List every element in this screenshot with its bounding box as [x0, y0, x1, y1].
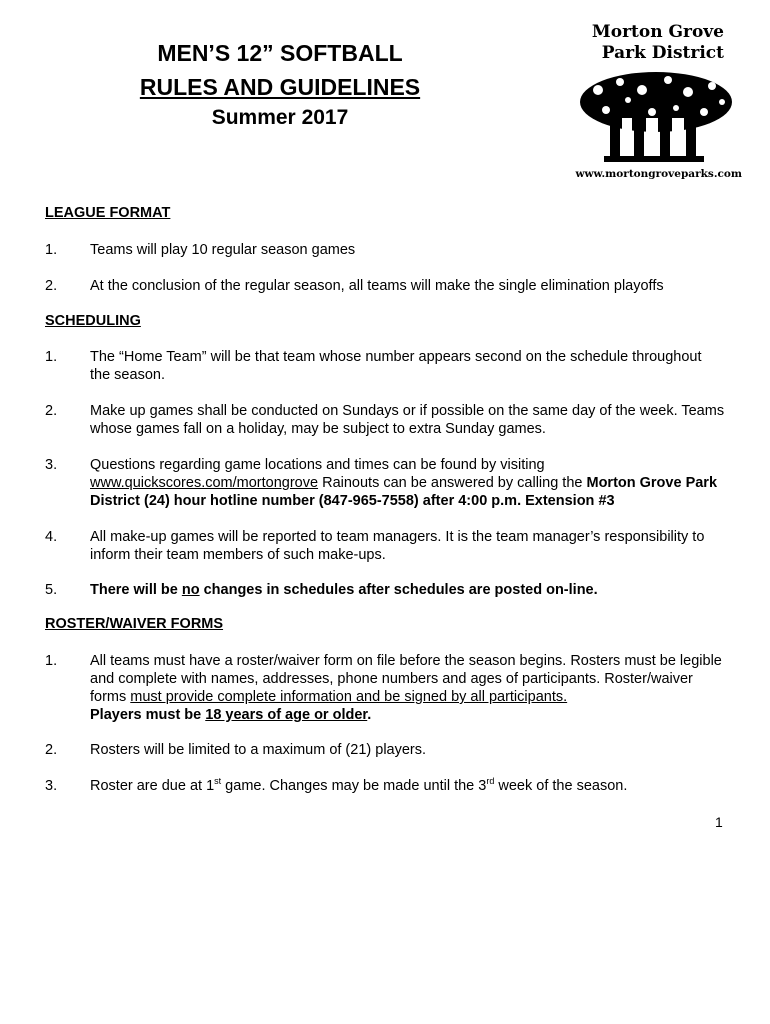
list-item [45, 456, 725, 510]
item-text-part: changes in schedules after schedules are posted on-line. [199, 582, 598, 598]
list-item [45, 277, 725, 295]
item-number: 3. [45, 778, 58, 794]
item-text-part: Roster are due at 1 [90, 778, 215, 794]
list-item [45, 348, 725, 384]
trees-icon [576, 68, 736, 164]
item-text: All make-up games will be reported to team managers. It is the team manager’s responsibility to inform their team members of such make-ups. [90, 529, 705, 563]
item-text [90, 777, 725, 795]
item-number: 3. [45, 457, 58, 473]
list-item [45, 402, 725, 438]
list-item [45, 528, 725, 564]
item-text-part: game. Changes may be made until the 3 [221, 778, 487, 794]
item-text [90, 581, 725, 599]
item-number: 2. [45, 742, 58, 758]
item-text-part: Players must be [90, 707, 206, 723]
item-text: Rosters will be limited to a maximum of (21) players. [90, 742, 427, 758]
hotline-info: Morton Grove Park District (24) hour hotline number (847-965-7558) after 4:00 p.m. Extension #3 [90, 475, 718, 509]
list-item [45, 777, 725, 795]
list-item [45, 652, 725, 724]
item-text [90, 456, 725, 510]
section-heading-scheduling: SCHEDULING [45, 313, 141, 329]
section-heading-roster-waiver: ROSTER/WAIVER FORMS [45, 616, 224, 632]
item-text-part: Questions regarding game locations and times can be found by visiting [90, 457, 545, 473]
document-title: MEN’S 12” SOFTBALL [157, 40, 403, 66]
item-number: 1. [45, 653, 58, 669]
item-text-part: There will be [90, 582, 182, 598]
item-text-part: All teams must have a roster/waiver form on file before the season begins. Rosters must be legible and complete with names, addresses, phone numbers and ages of participants. Roster/waiver forms [90, 653, 722, 705]
page-number: 1 [715, 814, 723, 830]
quickscores-link[interactable]: www.quickscores.com/mortongrove [90, 475, 319, 491]
item-number: 2. [45, 278, 58, 294]
item-text-part: week of the season. [494, 778, 628, 794]
item-number: 4. [45, 529, 58, 545]
document-subtitle: Summer 2017 [211, 106, 349, 129]
item-number: 1. [45, 349, 58, 365]
list-item [45, 241, 725, 259]
item-text: Make up games shall be conducted on Sundays or if possible on the same day of the week. Teams whose games fall on a holiday, may be subject to extra Sunday games. [90, 403, 725, 437]
item-text: At the conclusion of the regular season, all teams will make the single elimination playoffs [90, 278, 664, 294]
item-number: 1. [45, 242, 58, 258]
list-item [45, 741, 725, 759]
logo-name-line-1: Morton Grove [591, 22, 724, 42]
document-title-line-2: RULES AND GUIDELINES [139, 74, 421, 100]
document-title-block [120, 36, 440, 130]
logo-name-line-2: Park District [601, 43, 724, 63]
item-text-part: Rainouts can be answered by calling the [318, 475, 587, 491]
ordinal-suffix: rd [486, 776, 495, 787]
ordinal-suffix: st [214, 776, 222, 787]
item-text-underlined: must provide complete information and be signed by all participants. [130, 689, 568, 705]
item-number: 5. [45, 582, 58, 598]
item-number: 2. [45, 403, 58, 419]
item-text-emphasis: no [181, 582, 200, 598]
item-text-part: . [367, 707, 372, 723]
logo-url: www.mortongroveparks.com [575, 168, 742, 180]
item-text: The “Home Team” will be that team whose number appears second on the schedule throughout the season. [90, 349, 702, 383]
park-district-logo [566, 22, 746, 180]
section-heading-league-format: LEAGUE FORMAT [45, 205, 171, 221]
item-text: Teams will play 10 regular season games [90, 242, 356, 258]
age-requirement: 18 years of age or older [205, 707, 368, 723]
list-item [45, 581, 725, 599]
item-text [90, 652, 725, 724]
